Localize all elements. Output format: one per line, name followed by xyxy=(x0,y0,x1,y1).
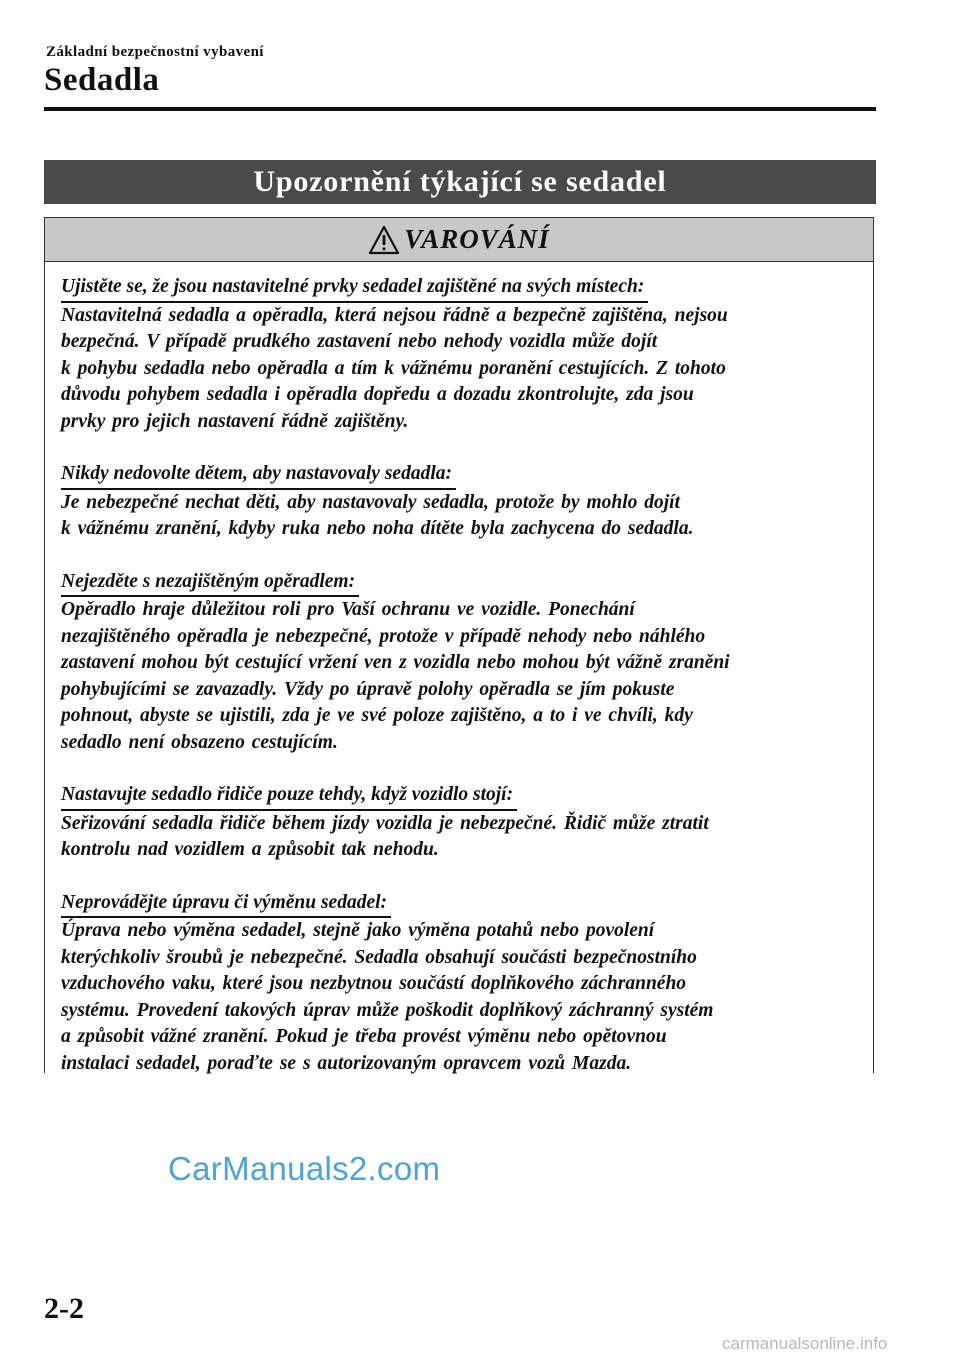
topic-title-bar: Upozornění týkající se sedadel xyxy=(44,160,876,204)
warning-text-line: důvodu pohybem sedadla i opěradla dopředu a dozadu zkontrolujte, zda jsou xyxy=(61,384,694,405)
page-number: 2-2 xyxy=(44,1292,84,1325)
warning-text-line: vzduchového vaku, které jsou nezbytnou součástí doplňkového záchranného xyxy=(61,973,687,994)
breadcrumb: Základní bezpečnostní vybavení xyxy=(46,44,264,60)
warning-text-line: Úprava nebo výměna sedadel, stejně jako výměna potahů nebo povolení xyxy=(61,920,655,941)
warning-text-line: pohybujícími se zavazadly. Vždy po úpravě polohy opěradla se jím pokuste xyxy=(61,678,675,700)
warning-text-line: prvky pro jejich nastavení řádně zajištěny. xyxy=(61,410,409,432)
warning-block-seatback xyxy=(61,569,861,757)
warning-heading: Nikdy nedovolte dětem, aby nastavovaly sedadla: xyxy=(61,461,456,490)
warning-heading: Ujistěte se, že jsou nastavitelné prvky sedadel zajištěné na svých místech: xyxy=(61,274,648,303)
warning-text-line: systému. Provedení takových úprav může poškodit doplňkový záchranný systém xyxy=(61,999,714,1021)
warning-text-line: k pohybu sedadla nebo opěradla a tím k vážnému poranění cestujících. Z tohoto xyxy=(61,357,726,379)
warning-text-line: kterýchkoliv šroubů je nebezpečné. Sedadla obsahují součásti bezpečnostního xyxy=(61,946,697,968)
warning-text-line: sedadlo není obsazeno cestujícím. xyxy=(61,731,338,753)
warning-block-children xyxy=(61,461,861,543)
warning-text-line: Opěradlo hraje důležitou roli pro Vaší ochranu ve vozidle. Ponechání xyxy=(61,599,635,620)
warning-text-line: a způsobit vážné zranění. Pokud je třeba provést výměnu nebo opětovnou xyxy=(61,1026,667,1047)
warning-text-line: nezajištěného opěradla je nebezpečné, protože v případě nehody nebo náhlého xyxy=(61,625,706,647)
watermark-logo: CarManuals2.com xyxy=(168,1150,441,1187)
warning-block-modification xyxy=(61,890,861,1078)
warning-header xyxy=(45,218,873,262)
title-rule xyxy=(44,107,876,111)
warning-triangle-icon xyxy=(368,225,400,255)
warning-label: VAROVÁNÍ xyxy=(404,224,550,254)
warning-text-line: kontrolu nad vozidlem a způsobit tak nehodu. xyxy=(61,839,439,860)
warning-heading: Nejezděte s nezajištěným opěradlem: xyxy=(61,569,359,598)
section-title: Sedadla xyxy=(44,62,160,98)
warning-block-driver-seat xyxy=(61,782,861,864)
warning-text-line: zastavení mohou být cestující vržení ven z vozidla nebo mohou být vážně zraněni xyxy=(61,652,730,673)
footer-url: carmanualsonline.info xyxy=(722,1334,888,1353)
warning-text-line: pohnout, abyste se ujistili, zda je ve své poloze zajištěno, a to i ve chvíli, kdy xyxy=(61,705,693,726)
warning-box xyxy=(44,217,874,1073)
warning-block-seat-locks xyxy=(61,274,861,435)
warning-body xyxy=(61,274,861,1103)
warning-text-line: Seřizování sedadla řidiče během jízdy vozidla je nebezpečné. Řidič může ztratit xyxy=(61,812,709,834)
warning-heading: Nastavujte sedadlo řidiče pouze tehdy, když vozidlo stojí: xyxy=(61,782,517,811)
warning-text-line: bezpečná. V případě prudkého zastavení nebo nehody vozidla může dojít xyxy=(61,331,658,352)
warning-heading: Neprovádějte úpravu či výměnu sedadel: xyxy=(61,890,391,919)
warning-text-line: instalaci sedadel, poraďte se s autorizovaným opravcem vozů Mazda. xyxy=(61,1052,632,1074)
warning-text-line: k vážnému zranění, kdyby ruka nebo noha dítěte byla zachycena do sedadla. xyxy=(61,518,694,539)
warning-text-line: Je nebezpečné nechat děti, aby nastavovaly sedadla, protože by mohlo dojít xyxy=(61,491,681,513)
warning-text-line: Nastavitelná sedadla a opěradla, která nejsou řádně a bezpečně zajištěna, nejsou xyxy=(61,304,728,326)
